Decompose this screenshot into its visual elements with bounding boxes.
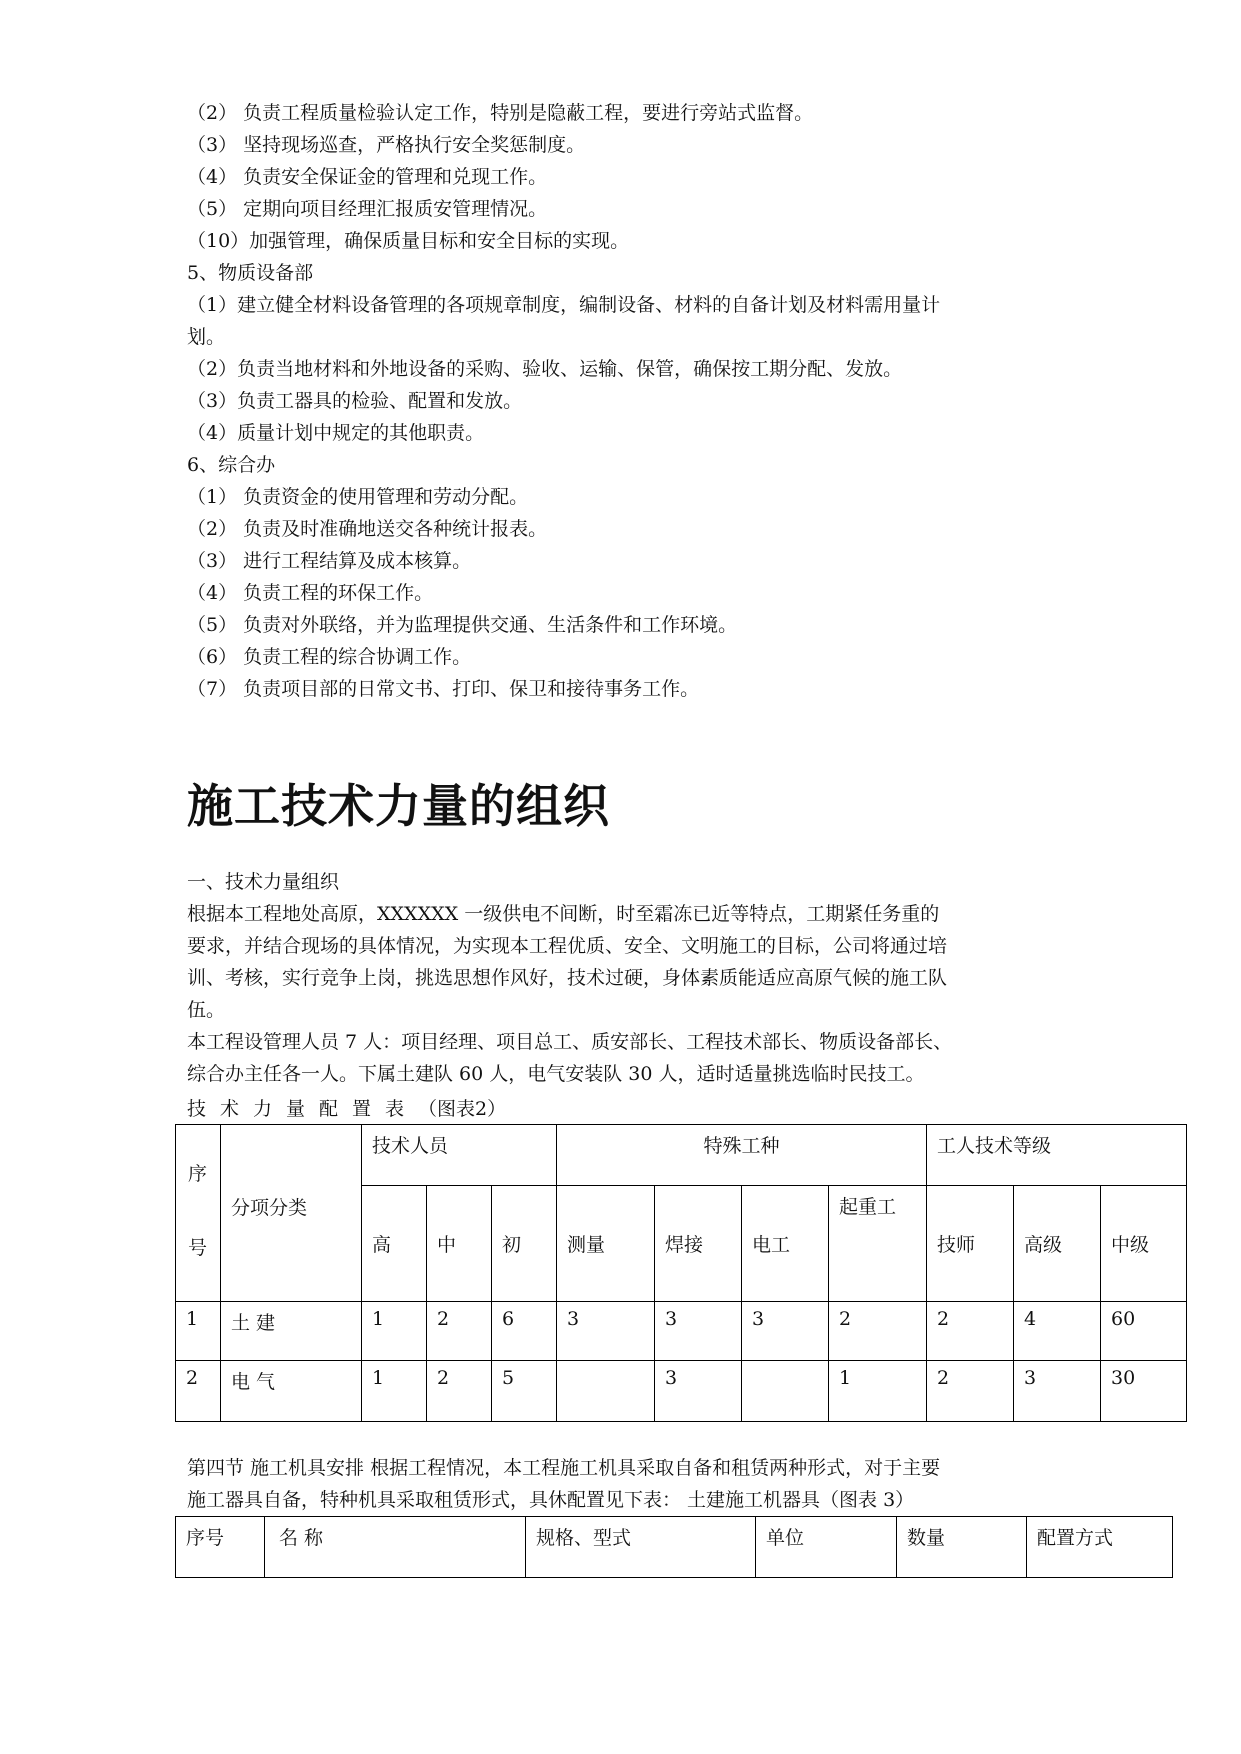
table-cell: 2	[927, 1302, 1014, 1361]
table-cell: 3	[655, 1302, 742, 1361]
table-cell: 1	[362, 1302, 427, 1361]
list-item: （4） 负责工程的环保工作。	[187, 582, 434, 604]
table-header-row	[176, 1125, 1187, 1186]
table-caption-title: 技术力量配置表	[187, 1098, 419, 1120]
list-item: （4）质量计划中规定的其他职责。	[187, 422, 485, 444]
table-header-cell: 名 称	[265, 1517, 526, 1578]
table-header-cell: 初	[492, 1186, 557, 1302]
list-item: （2）负责当地材料和外地设备的采购、验收、运输、保管，确保按工期分配、发放。	[187, 358, 903, 380]
table-header-cell: 特殊工种	[557, 1125, 927, 1186]
list-item: （10）加强管理，确保质量目标和安全目标的实现。	[187, 230, 630, 252]
paragraph-line: 综合办主任各一人。下属土建队 60 人，电气安装队 30 人，适时适量挑选临时民技工。	[187, 1063, 925, 1085]
paragraph-line: 伍。	[187, 999, 226, 1021]
table-cell: 1	[176, 1302, 221, 1361]
table-cell: 3	[1014, 1361, 1101, 1422]
table-row	[176, 1302, 1187, 1361]
table-cell: 2	[427, 1302, 492, 1361]
list-item: （5） 定期向项目经理汇报质安管理情况。	[187, 198, 548, 220]
table-header-cell: 工人技术等级	[927, 1125, 1187, 1186]
table-header-cell: 中	[427, 1186, 492, 1302]
table-cell: 2	[829, 1302, 927, 1361]
tech-staff-table	[175, 1124, 1187, 1422]
table-cell: 6	[492, 1302, 557, 1361]
table-header-row	[176, 1517, 1173, 1578]
table-header-cell: 规格、型式	[526, 1517, 756, 1578]
section-label: 一、技术力量组织	[187, 871, 340, 893]
list-item: （2） 负责工程质量检验认定工作，特别是隐蔽工程，要进行旁站式监督。	[187, 102, 814, 124]
table-header-cell: 技师	[927, 1186, 1014, 1302]
table-row	[176, 1361, 1187, 1422]
table-caption	[187, 1093, 506, 1125]
table-header-cell: 配置方式	[1027, 1517, 1173, 1578]
table-header-cell: 数量	[897, 1517, 1027, 1578]
paragraph-line: 要求，并结合现场的具体情况，为实现本工程优质、安全、文明施工的目标，公司将通过培	[187, 935, 948, 957]
table-header-cell: 焊接	[655, 1186, 742, 1302]
table-header-cell: 高	[362, 1186, 427, 1302]
list-item: 划。	[187, 326, 226, 348]
section-label: 6、综合办	[187, 454, 276, 476]
table-cell: 土 建	[221, 1302, 362, 1361]
table-caption-suffix: （图表2）	[418, 1098, 507, 1120]
table-cell: 电 气	[221, 1361, 362, 1422]
table-header-cell	[176, 1125, 221, 1302]
list-item: （1） 负责资金的使用管理和劳动分配。	[187, 486, 529, 508]
table-header-cell: 单位	[756, 1517, 897, 1578]
paragraph-line: 施工器具自备，特种机具采取租赁形式，具休配置见下表： 土建施工机器具（图表 3）	[187, 1489, 915, 1511]
table-cell	[742, 1361, 829, 1422]
table-cell: 60	[1101, 1302, 1187, 1361]
header-seq-bottom: 号	[188, 1237, 208, 1259]
table-cell: 3	[557, 1302, 655, 1361]
header-seq-top: 序	[188, 1163, 208, 1185]
table-cell: 1	[829, 1361, 927, 1422]
list-item: （5） 负责对外联络，并为监理提供交通、生活条件和工作环境。	[187, 614, 738, 636]
page-title: 施工技术力量的组织	[187, 779, 610, 833]
list-item: （7） 负责项目部的日常文书、打印、保卫和接待事务工作。	[187, 678, 700, 700]
paragraph-line: 第四节 施工机具安排 根据工程情况，本工程施工机具采取自备和租赁两种形式，对于主要	[187, 1457, 941, 1479]
table-cell: 1	[362, 1361, 427, 1422]
equipment-table	[175, 1516, 1173, 1578]
paragraph-line: 训、考核，实行竞争上岗，挑选思想作风好，技术过硬，身体素质能适应高原气候的施工队	[187, 967, 948, 989]
table-header-cell: 电工	[742, 1186, 829, 1302]
list-item: （3） 进行工程结算及成本核算。	[187, 550, 472, 572]
table-cell: 2	[176, 1361, 221, 1422]
list-item: （2） 负责及时准确地送交各种统计报表。	[187, 518, 548, 540]
list-item: （6） 负责工程的综合协调工作。	[187, 646, 472, 668]
table-cell: 3	[742, 1302, 829, 1361]
paragraph-line: 根据本工程地处高原，XXXXXX 一级供电不间断，时至霜冻已近等特点，工期紧任务重的	[187, 903, 940, 925]
table-header-cell: 技术人员	[362, 1125, 557, 1186]
table-header-cell	[221, 1125, 362, 1302]
table-header-cell: 测量	[557, 1186, 655, 1302]
table-cell	[557, 1361, 655, 1422]
list-item: （3） 坚持现场巡查，严格执行安全奖惩制度。	[187, 134, 586, 156]
table-header-cell: 中级	[1101, 1186, 1187, 1302]
table-header-cell: 起重工	[829, 1186, 927, 1302]
table-header-cell: 序号	[176, 1517, 265, 1578]
table-cell: 2	[927, 1361, 1014, 1422]
table-cell: 3	[655, 1361, 742, 1422]
list-item: （4） 负责安全保证金的管理和兑现工作。	[187, 166, 548, 188]
table-cell: 4	[1014, 1302, 1101, 1361]
table-header-cell: 高级	[1014, 1186, 1101, 1302]
section-label: 5、物质设备部	[187, 262, 314, 284]
table-cell: 5	[492, 1361, 557, 1422]
header-category: 分项分类	[231, 1197, 308, 1219]
table-cell: 30	[1101, 1361, 1187, 1422]
table-cell: 2	[427, 1361, 492, 1422]
list-item: （3）负责工器具的检验、配置和发放。	[187, 390, 523, 412]
paragraph-line: 本工程设管理人员 7 人：项目经理、项目总工、质安部长、工程技术部长、物质设备部长、	[187, 1031, 953, 1053]
list-item: （1）建立健全材料设备管理的各项规章制度，编制设备、材料的自备计划及材料需用量计	[187, 294, 941, 316]
